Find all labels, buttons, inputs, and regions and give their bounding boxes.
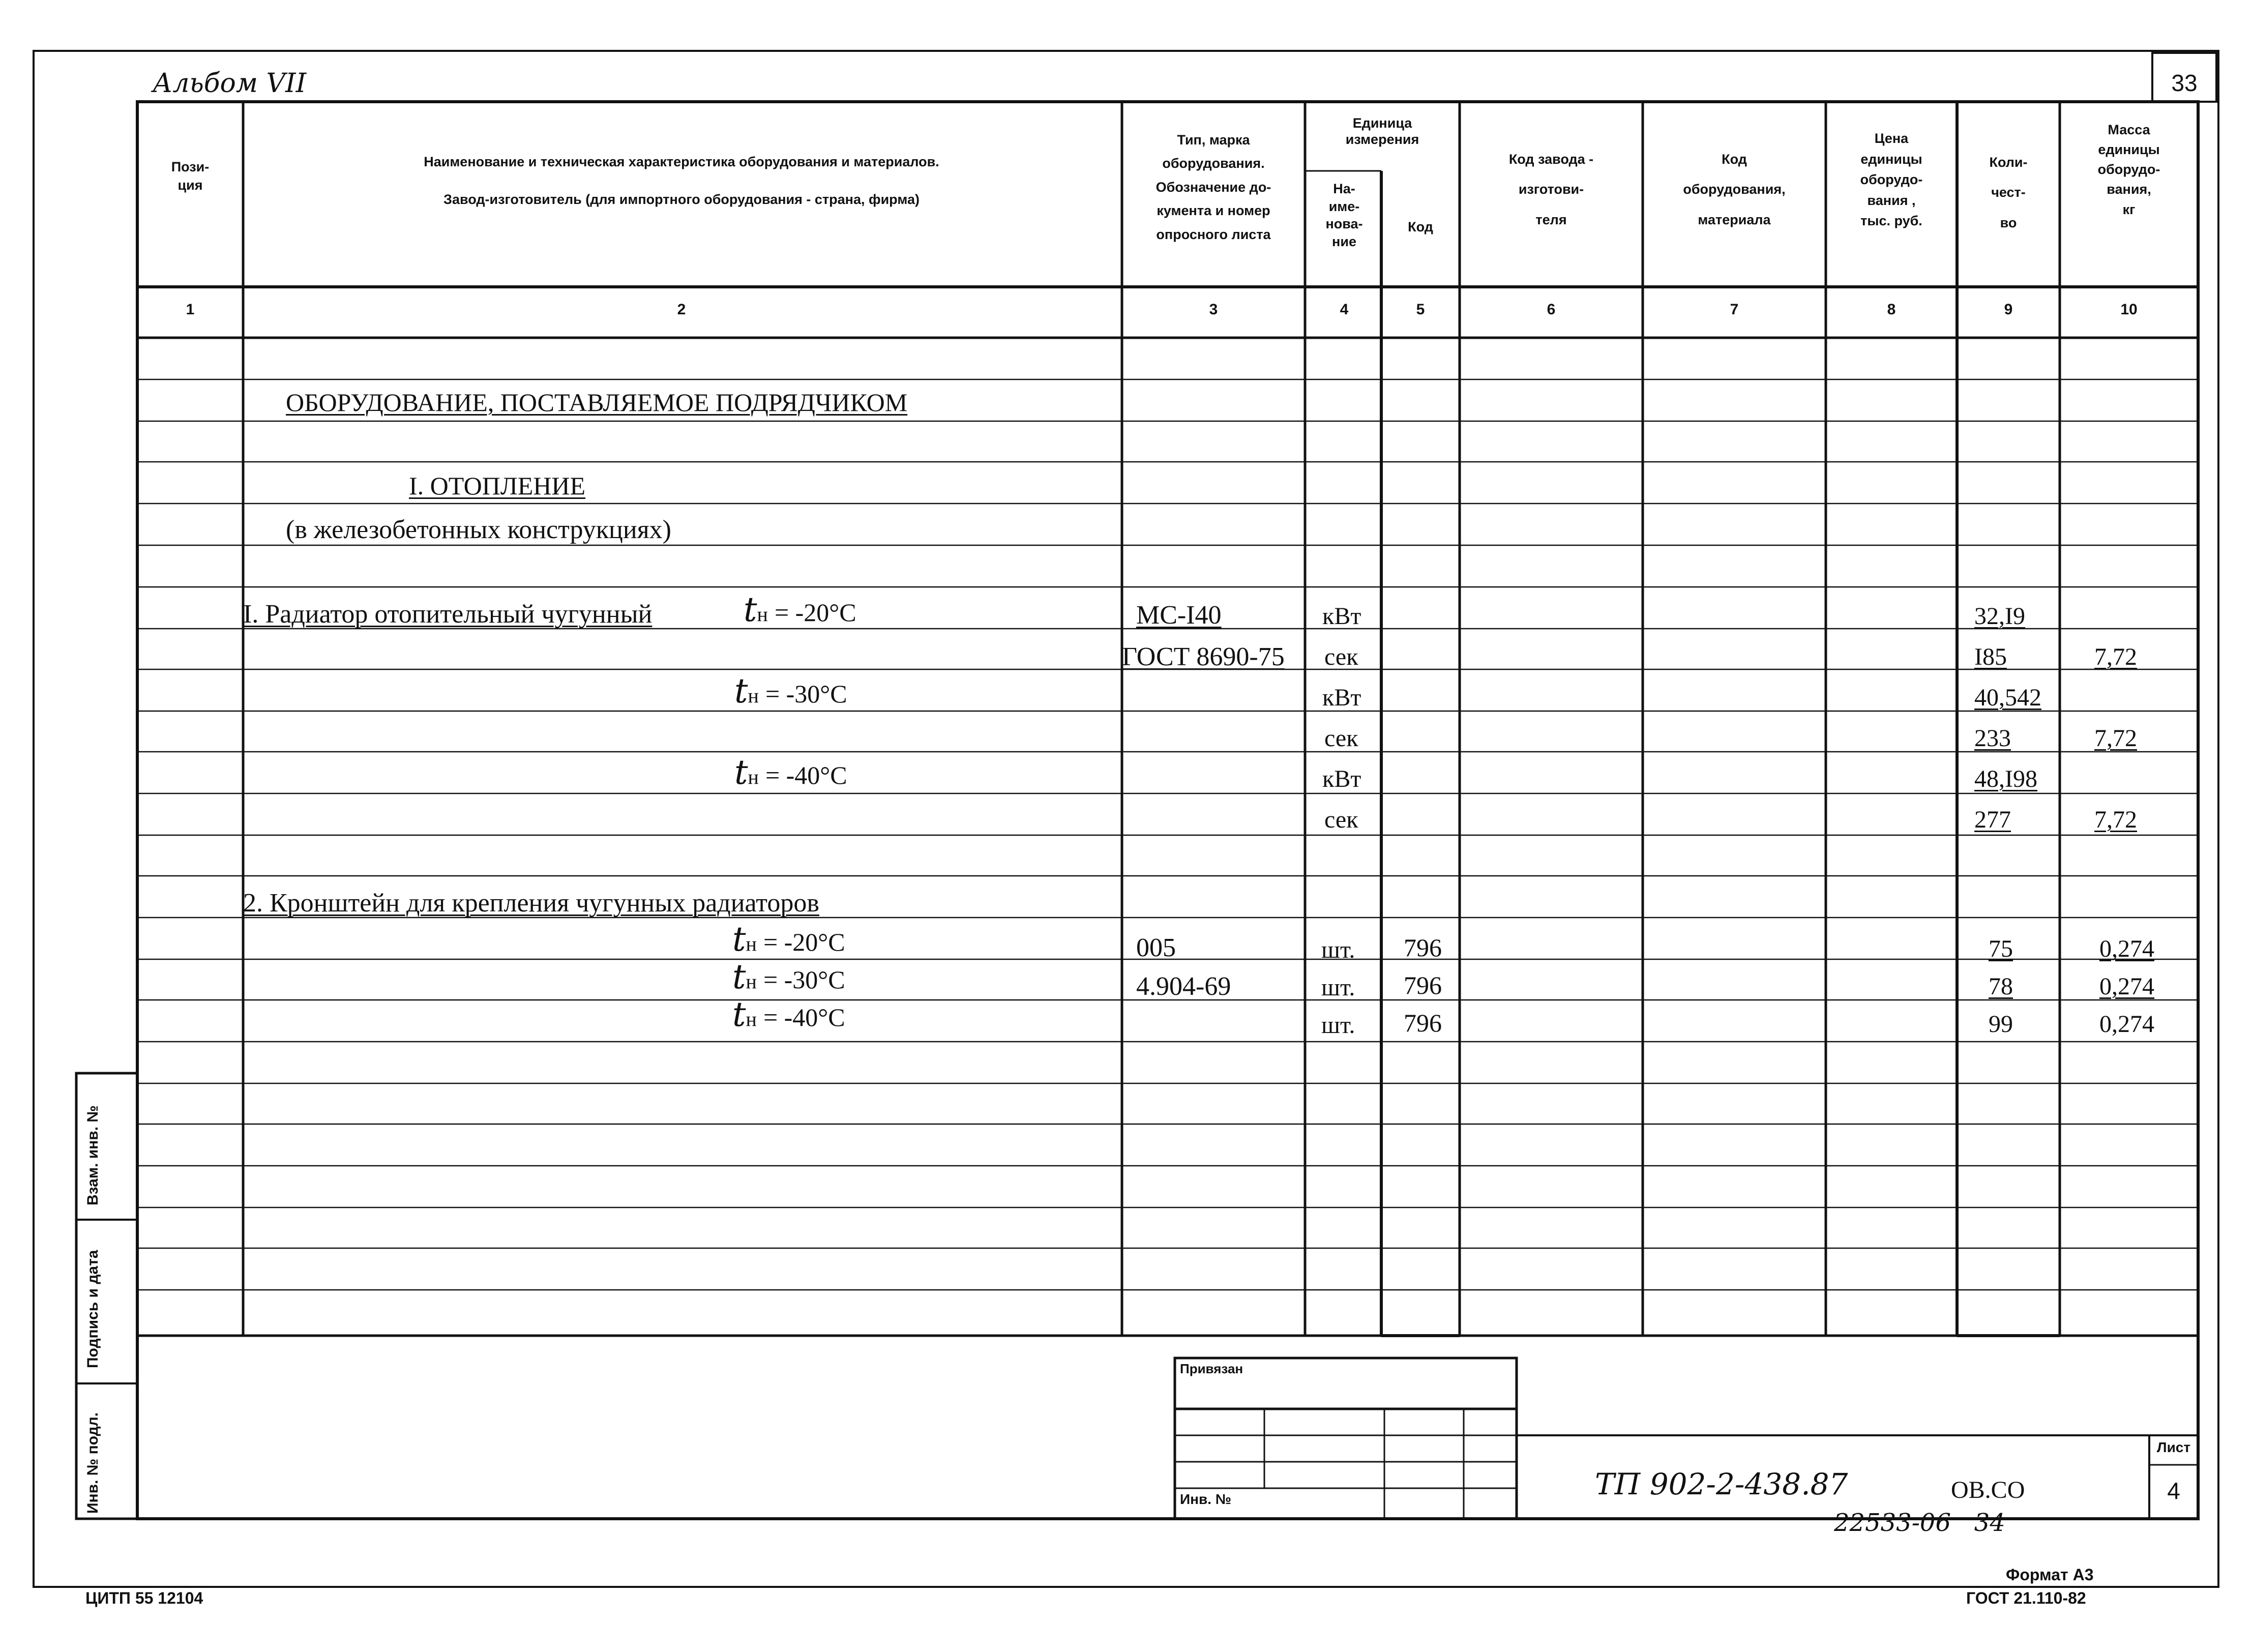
album-label: Альбом VII [153, 68, 307, 99]
item2-temp-30 [732, 957, 845, 996]
temp-subscript: н [746, 970, 757, 993]
item1-mass-r2: 7,72 [2094, 643, 2137, 670]
header-col2-line1: Наименование и техническая характеристика оборудования и материалов. [424, 154, 939, 169]
item1-type: МС-I40 [1136, 601, 1222, 630]
item1-name: I. Радиатор отопительный чугунный [243, 600, 653, 629]
doc-number-text: ТП 902-2-438.87 [1595, 1467, 1848, 1501]
temp-value: = -30°С [763, 965, 845, 994]
item1-qty-r1: 32,I9 [1974, 603, 2025, 630]
item2-code-r2: 796 [1404, 971, 1442, 999]
item2-qty-r1: 75 [1989, 935, 2013, 962]
item2-mass-r2: 0,274 [2099, 973, 2154, 1000]
item2-temp-20 [732, 920, 845, 959]
header-col2 [249, 153, 1114, 209]
temp-subscript: н [757, 603, 768, 626]
item2-type: 005 [1136, 933, 1176, 962]
doc-suffix: ОВ.СО [1951, 1477, 2025, 1503]
item1-qty-r2: I85 [1974, 643, 2007, 670]
list-label: Лист [2156, 1439, 2191, 1455]
temp-symbol: t [732, 920, 746, 959]
col-number-10: 10 [2120, 301, 2138, 318]
archive-number: 22533-06 34 [1834, 1509, 2005, 1537]
temp-symbol: t [744, 590, 757, 629]
item1-temp-40 [734, 753, 847, 792]
item2-unit-r1: шт. [1321, 936, 1355, 963]
temp-subscript: н [746, 1008, 757, 1030]
header-col8: Цена единицы оборудо- вания , тыс. руб. [1860, 131, 1923, 228]
item1-unit-r1: кВт [1322, 603, 1361, 630]
temp-value: = -20°С [763, 928, 845, 956]
item1-qty-r6: 277 [1974, 806, 2011, 833]
temp-value: = -40°С [763, 1003, 845, 1031]
col-number-4: 4 [1340, 301, 1349, 318]
item2-unit-r2: шт. [1321, 974, 1355, 1001]
temp-symbol: t [732, 957, 746, 996]
temp-subscript: н [746, 932, 757, 955]
header-col6: Код завода - изготови- теля [1508, 152, 1594, 227]
item1-doc: ГОСТ 8690-75 [1122, 642, 1285, 671]
col-number-1: 1 [186, 301, 195, 318]
item1-qty-r5: 48,I98 [1974, 765, 2037, 792]
subsection-note: (в железобетонных конструкциях) [286, 515, 671, 544]
col-number-3: 3 [1209, 301, 1218, 318]
item2-code-r1: 796 [1404, 933, 1442, 962]
temp-symbol: t [732, 995, 746, 1034]
col-number-7: 7 [1730, 301, 1739, 318]
temp-subscript: н [748, 684, 759, 707]
header-col2-line2: Завод-изготовитель (для импортного оборудования - страна, фирма) [443, 192, 920, 208]
item2-doc: 4.904-69 [1136, 972, 1231, 1001]
header-col10: Масса единицы оборудо- вания, кг [2097, 122, 2160, 217]
section-title: ОБОРУДОВАНИЕ, ПОСТАВЛЯЕМОЕ ПОДРЯДЧИКОМ [286, 388, 908, 417]
col-number-9: 9 [2004, 301, 2013, 318]
temp-subscript: н [748, 765, 759, 788]
item1-temp-20 [744, 590, 856, 629]
item1-unit-r2: сек [1324, 643, 1358, 670]
footer-gost: ГОСТ 21.110-82 [1966, 1589, 2086, 1607]
header-col4: На- име- нова- ние [1325, 181, 1363, 249]
header-col45-group: Единица измерения [1345, 115, 1419, 148]
item2-qty-r3: 99 [1989, 1011, 2013, 1038]
col-number-5: 5 [1416, 301, 1425, 318]
item1-unit-r3: кВт [1322, 684, 1361, 711]
item2-name: 2. Кронштейн для крепления чугунных радиаторов [243, 889, 819, 918]
item1-unit-r6: сек [1324, 806, 1358, 833]
item2-temp-40 [732, 995, 845, 1034]
header-col3: Тип, марка оборудования. Обозначение до- кумента и номер опросного листа [1155, 132, 1271, 242]
temp-value: = -40°С [765, 761, 847, 789]
stamp-inv-no: Инв. № [1180, 1491, 1232, 1507]
side-label-podpis: Подпись и дата [84, 1250, 101, 1368]
footer-format: Формат А3 [2006, 1566, 2094, 1584]
temp-value: = -20°С [774, 598, 856, 627]
item1-mass-r6: 7,72 [2094, 806, 2137, 833]
item1-temp-30 [734, 671, 847, 711]
side-label-inv-podl: Инв. № подл. [84, 1412, 101, 1514]
item1-mass-r4: 7,72 [2094, 725, 2137, 752]
item2-qty-r2: 78 [1989, 973, 2013, 1000]
item2-mass-r1: 0,274 [2099, 935, 2154, 962]
header-col9: Коли- чест- во [1989, 155, 2028, 230]
temp-symbol: t [734, 671, 748, 711]
col-number-8: 8 [1887, 301, 1896, 318]
temp-symbol: t [734, 753, 748, 792]
item2-code-r3: 796 [1404, 1009, 1442, 1037]
item1-unit-r5: кВт [1322, 765, 1361, 792]
footer-left-code: ЦИТП 55 12104 [85, 1589, 203, 1607]
item2-unit-r3: шт. [1321, 1012, 1355, 1039]
item1-unit-r4: сек [1324, 725, 1358, 752]
header-col7: Код оборудования, материала [1683, 152, 1786, 227]
sheet-corner-number: 33 [2171, 70, 2198, 96]
subsection-title: I. ОТОПЛЕНИЕ [409, 471, 586, 500]
col-number-2: 2 [677, 301, 686, 318]
item2-mass-r3: 0,274 [2099, 1011, 2154, 1038]
header-col5: Код [1408, 219, 1433, 234]
col-number-6: 6 [1547, 301, 1556, 318]
item1-qty-r3: 40,542 [1974, 684, 2041, 711]
doc-number [1595, 1467, 1848, 1501]
stamp-privyazan: Привязан [1180, 1361, 1243, 1376]
side-label-vzam: Взам. инв. № [84, 1105, 101, 1205]
temp-value: = -30°С [765, 680, 847, 708]
list-number: 4 [2167, 1478, 2180, 1504]
item1-qty-r4: 233 [1974, 725, 2011, 752]
header-col1: Пози- ция [171, 159, 210, 193]
